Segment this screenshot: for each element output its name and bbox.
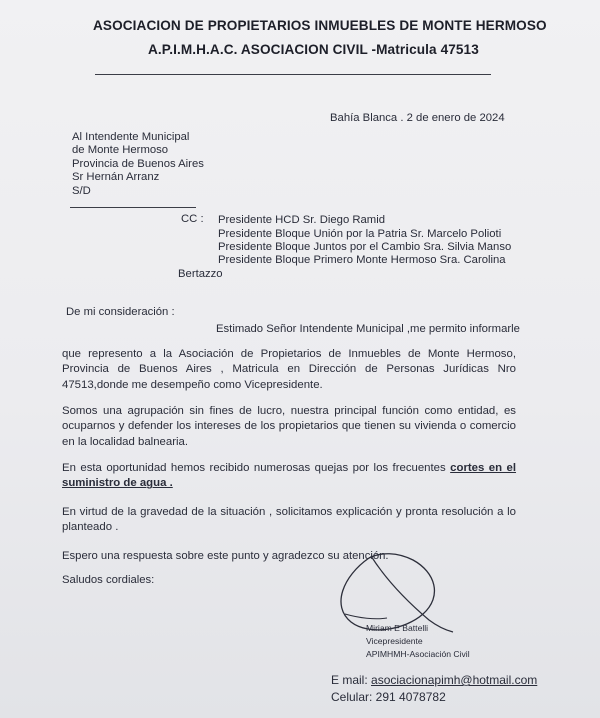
recipient-line: S/D — [72, 185, 91, 197]
recipient-line: Provincia de Buenos Aires — [72, 158, 204, 170]
signer-name: Miriam E Battelli — [366, 623, 429, 633]
recipient-line: Sr Hernán Arranz — [72, 171, 160, 183]
recipient-line: Al Intendente Municipal — [72, 131, 190, 143]
paragraph-purpose: Somos una agrupación sin fines de lucro, nuestra principal función como entidad, es ocuparnos y defender los intereses de los propietarios que tienen su vivienda o comercio en la localidad balnearia. — [62, 405, 516, 448]
signer-organization: APIMHMH-Asociación Civil — [366, 649, 470, 659]
cc-label: CC : — [181, 213, 204, 225]
letterhead-subtitle: A.P.I.M.H.A.C. ASOCIACION CIVIL -Matricula 47513 — [148, 42, 479, 57]
email-label: E mail: — [331, 673, 372, 687]
salutation: De mi consideración : — [66, 306, 175, 318]
letterhead-title: ASOCIACION DE PROPIETARIOS INMUEBLES DE MONTE HERMOSO — [93, 18, 547, 33]
complaints-lead: En esta oportunidad hemos recibido numerosas quejas por los frecuentes — [62, 462, 451, 474]
email-link[interactable]: asociacionapimh@hotmail.com — [371, 673, 538, 687]
intro-line: Estimado Señor Intendente Municipal ,me permito informarle — [216, 323, 520, 335]
contact-phone: Celular: 291 4078782 — [331, 690, 446, 704]
cc-line: Presidente Bloque Primero Monte Hermoso Sra. Carolina — [218, 254, 506, 266]
contact-email — [331, 672, 537, 689]
cc-line: Presidente Bloque Juntos por el Cambio Sra. Silvia Manso — [218, 241, 512, 253]
closing-request: Espero una respuesta sobre este punto y agradezco su atención. — [62, 550, 389, 562]
paragraph-complaints — [62, 461, 516, 492]
signer-role: Vicepresidente — [366, 636, 423, 646]
cc-line: Presidente Bloque Unión por la Patria Sr. Marcelo Polioti — [218, 228, 502, 240]
paragraph-request: En virtud de la gravedad de la situación , solicitamos explicación y pronta resolución a lo planteado . — [62, 506, 516, 534]
date-line: Bahía Blanca . 2 de enero de 2024 — [330, 112, 505, 124]
closing: Saludos cordiales: — [62, 574, 155, 586]
letterhead-divider — [95, 74, 491, 75]
cc-line: Presidente HCD Sr. Diego Ramid — [218, 214, 386, 226]
cc-continuation: Bertazzo — [178, 268, 223, 280]
recipient-divider — [70, 207, 196, 208]
water-supply-emphasis: cortes en el suministro de agua . — [62, 462, 517, 490]
paragraph-representation: que represento a la Asociación de Propietarios de Inmuebles de Monte Hermoso, Provincia de Buenos Aires , Matricula en Dirección de Personas Jurídicas Nro 47513,donde me desempeño como Vicepresidente. — [62, 348, 516, 391]
recipient-line: de Monte Hermoso — [72, 144, 169, 156]
